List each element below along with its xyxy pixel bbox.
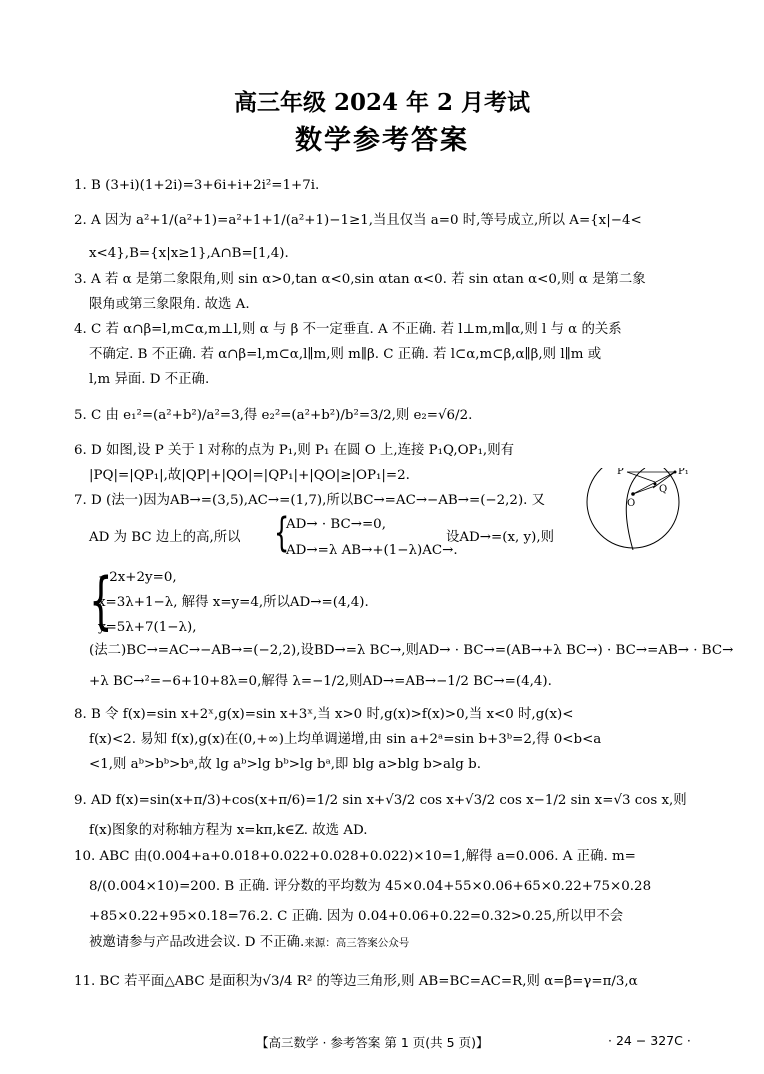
answer-8-line-3: <1,则 aᵇ>bᵇ>bᵃ,故 lg aᵇ>lg bᵇ>lg bᵃ,即 blg a>blg b>alg b. [89,757,481,772]
answer-3-line-1: 3. A 若 α 是第二象限角,则 sin α>0,tan α<0,sin αtan α<0. 若 sin αtan α<0,则 α 是第二象 [74,272,646,287]
answer-7-line-2b: 设AD→=(x, y),则 [446,530,554,545]
answer-10-line-2: 8/(0.004×10)=200. B 正确. 评分数的平均数为 45×0.04+55×0.06+65×0.22+75×0.28 [89,879,652,894]
answer-4-line-1: 4. C 若 α∩β=l,m⊂α,m⊥l,则 α 与 β 不一定垂直. A 不正确. 若 l⊥m,m∥α,则 l 与 α 的关系 [74,322,622,337]
system-1-eq-1: AD→ · BC→=0, [286,517,386,532]
answer-8-line-1: 8. B 令 f(x)=sin x+2ˣ,g(x)=sin x+3ˣ,当 x>0 时,g(x)>f(x)>0,当 x<0 时,g(x)< [74,707,574,722]
circle-geometry-figure [585,468,695,550]
answer-11: 11. BC 若平面△ABC 是面积为√3/4 R² 的等边三角形,则 AB=BC=AC=R,则 α=β=γ=π/3,α [74,974,638,989]
answer-7-line-4: +λ BC→²=−6+10+8λ=0,解得 λ=−1/2,则AD→=AB→−1/2 BC→=(4,4). [89,674,552,689]
footer-page-info: 【高三数学 · 参考答案 第 1 页(共 5 页)】 [256,1035,489,1050]
answer-4-line-2: 不确定. B 不正确. 若 α∩β=l,m⊂α,l∥m,则 m∥β. C 正确. 若 l⊂α,m⊂β,α∥β,则 l∥m 或 [89,347,602,362]
source-note: 来源：高三答案公众号 [304,937,410,949]
answer-6-line-1: 6. D 如图,设 P 关于 l 对称的点为 P₁,则 P₁ 在圆 O 上,连接 P₁Q,OP₁,则有 [74,443,514,458]
answer-6-line-2: |PQ|=|QP₁|,故|QP|+|QO|=|QP₁|+|QO|≥|OP₁|=2. [89,468,410,483]
system-2-eq-2: x=3λ+1−λ, 解得 x=y=4,所以AD→=(4,4). [98,595,369,610]
answer-4-line-3: l,m 异面. D 不正确. [89,372,210,387]
system-2-eq-3: y=5λ+7(1−λ), [98,620,197,635]
label-o: O [627,498,636,509]
footer-code: · 24 − 327C · [608,1033,691,1048]
answer-10-line-1: 10. ABC 由(0.004+a+0.018+0.022+0.028+0.022)×10=1,解得 a=0.006. A 正确. m= [74,849,636,864]
answer-10-line-3: +85×0.22+95×0.18=76.2. C 正确. 因为 0.04+0.06+0.22=0.32>0.25,所以甲不会 [89,909,624,924]
system-brace-1: { [274,510,290,556]
label-p: P [617,468,624,477]
answer-9-line-2: f(x)图象的对称轴方程为 x=kπ,k∈Z. 故选 AD. [89,823,368,838]
answer-5: 5. C 由 e₁²=(a²+b²)/a²=3,得 e₂²=(a²+b²)/b²=3/2,则 e₂=√6/2. [74,408,473,423]
system-2-eq-1: −2x+2y=0, [98,570,177,585]
answer-9-line-1: 9. AD f(x)=sin(x+π/3)+cos(x+π/6)=1/2 sin x+√3/2 cos x+√3/2 cos x−1/2 sin x=√3 cos x,则 [74,793,687,808]
system-1-eq-2: AD→=λ AB→+(1−λ)AC→. [286,543,458,558]
answer-3-line-2: 限角或第三象限角. 故选 A. [89,297,250,312]
answer-7-line-2a: AD 为 BC 边上的高,所以 [89,530,241,545]
page-subtitle: 数学参考答案 [295,125,469,156]
label-q: Q [659,484,668,495]
answer-7-line-1: 7. D (法一)因为AB→=(3,5),AC→=(1,7),所以BC→=AC→−AB→=(−2,2). 又 [74,493,546,508]
answer-1: 1. B (3+i)(1+2i)=3+6i+i+2i²=1+7i. [74,178,320,193]
answer-2-line-2: x<4},B={x|x≥1},A∩B=[1,4). [89,246,289,261]
answer-7-line-3: (法二)BC→=AC→−AB→=(−2,2),设BD→=λ BC→,则AD→ · BC→=(AB→+λ BC→) · BC→=AB→ · BC→ [89,643,734,658]
page-title: 高三年级 2024 年 2 月考试 [233,89,531,116]
answer-8-line-2: f(x)<2. 易知 f(x),g(x)在(0,+∞)上均单调递增,由 sin a+2ᵃ=sin b+3ᵇ=2,得 0<b<a [89,732,602,747]
system-brace-2: { [89,564,113,637]
label-p1: P₁ [678,468,689,477]
answer-10-line-4-text: 被邀请参与产品改进会议. D 不正确. [89,935,305,950]
answer-2-line-1: 2. A 因为 a²+1/(a²+1)=a²+1+1/(a²+1)−1≥1,当且仅当 a=0 时,等号成立,所以 A={x|−4< [74,213,642,228]
answer-10-line-4 [89,934,409,952]
